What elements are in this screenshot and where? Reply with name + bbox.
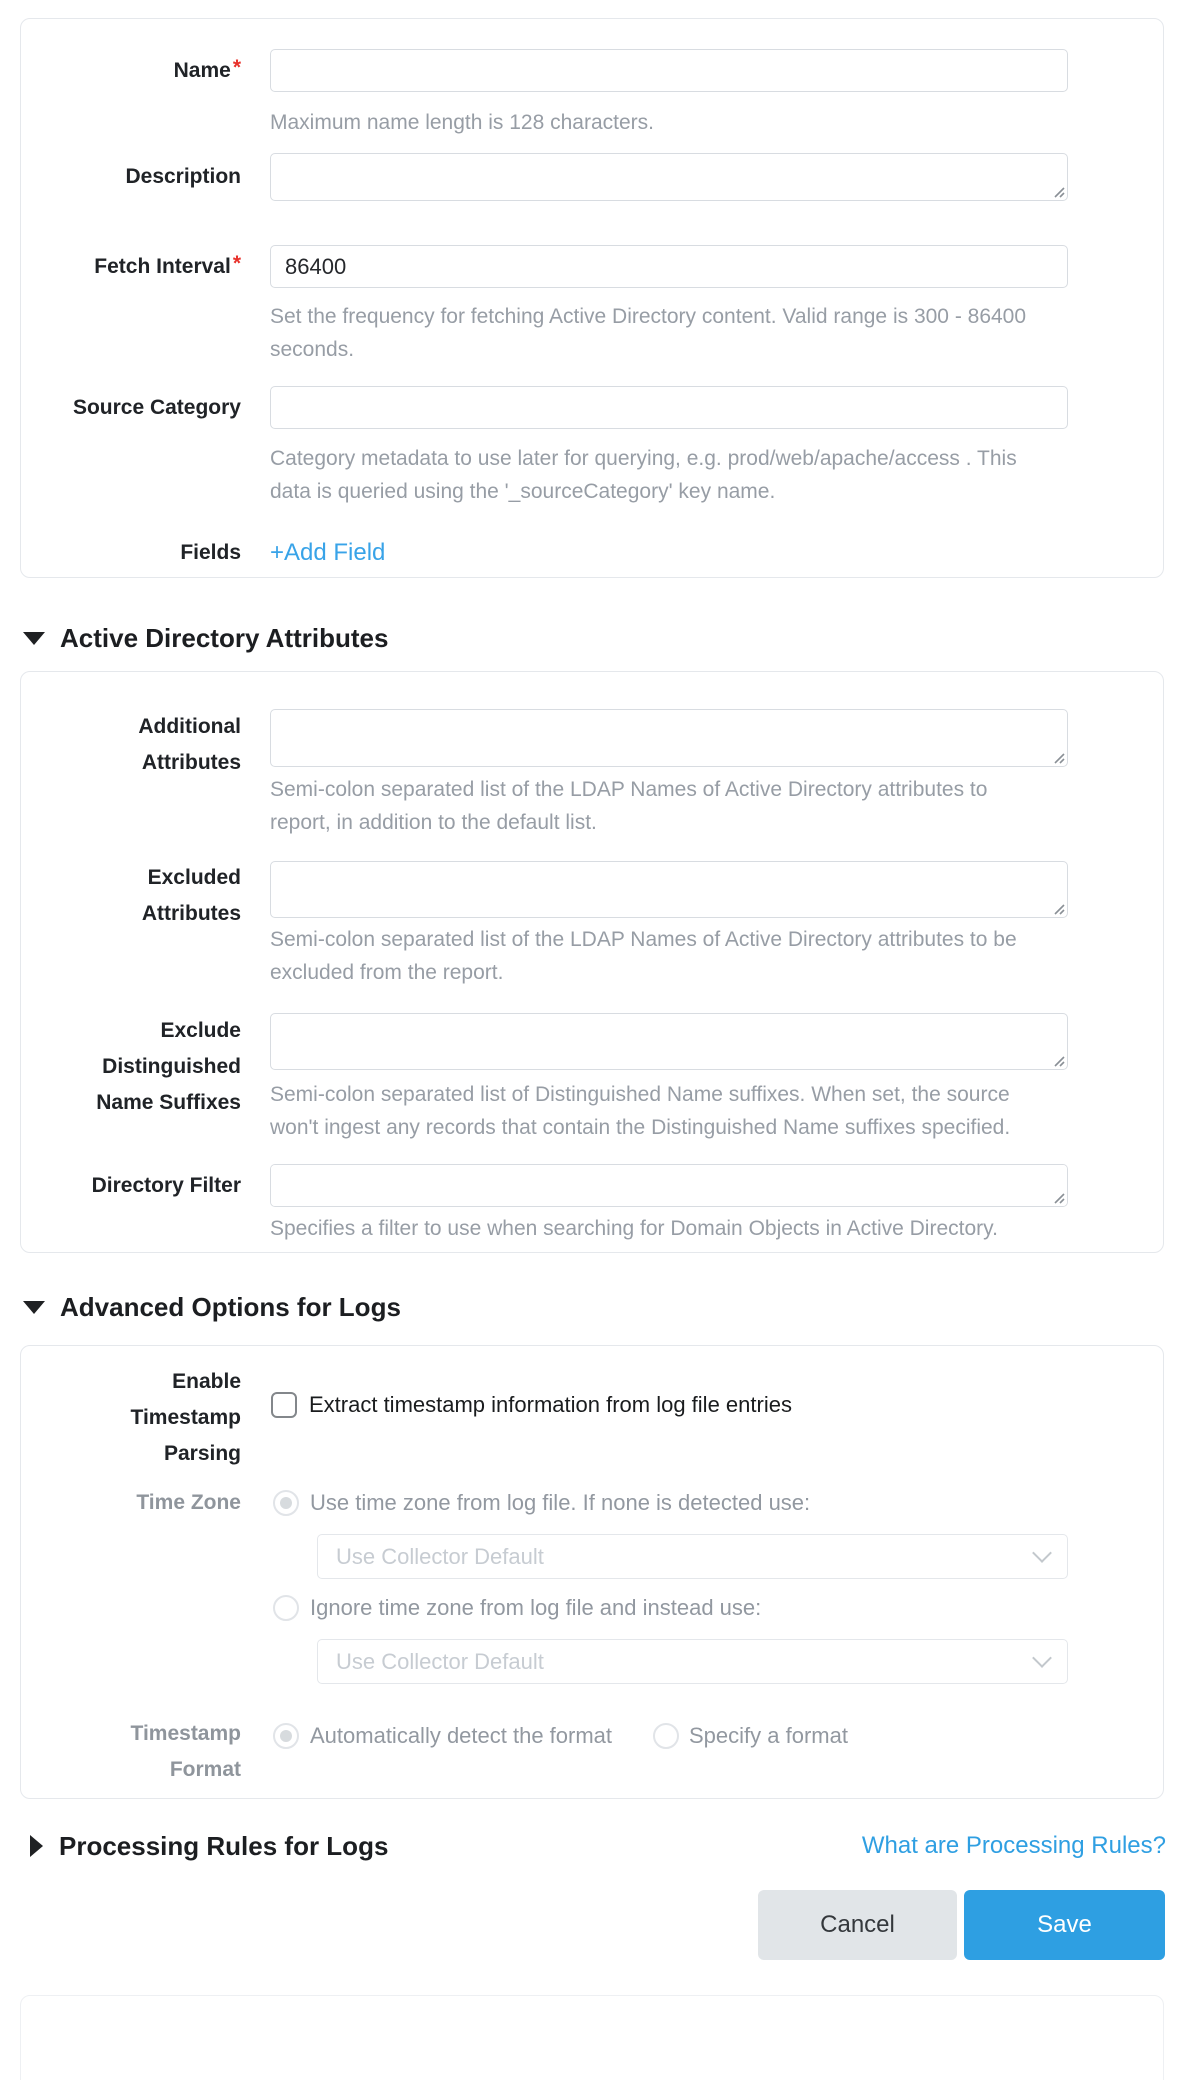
additional-attributes-textarea-wrap [270,709,1068,767]
ad-attributes-section-header[interactable] [23,622,388,654]
save-button[interactable]: Save [964,1890,1165,1960]
fetch-interval-help-text: Set the frequency for fetching Active Directory content. Valid range is 300 - 86400 seconds. [270,305,1027,361]
additional-attributes-label: Additional Attributes [138,715,241,774]
directory-filter-label: Directory Filter [91,1173,241,1197]
auto-detect-format-radio-label[interactable]: Automatically detect the format [310,1723,613,1748]
use-timezone-from-log-radio-label[interactable]: Use time zone from log file. If none is detected use: [310,1490,811,1515]
ignore-timezone-radio[interactable] [273,1595,299,1621]
advanced-options-section-title: Advanced Options for Logs [60,1291,401,1322]
specify-format-radio[interactable] [653,1723,679,1749]
exclude-dn-suffixes-label: Exclude Distinguished Name Suffixes [96,1019,241,1114]
directory-filter-help-text: Specifies a filter to use when searching for Domain Objects in Active Directory. [270,1217,998,1240]
excluded-attributes-help-text: Semi-colon separated list of the LDAP Names of Active Directory attributes to be excluded from the report. [270,928,1017,984]
processing-rules-title: Processing Rules for Logs [59,1830,389,1861]
chevron-down-icon [1032,1543,1052,1563]
exclude-dn-suffixes-textarea-wrap [270,1013,1068,1070]
time-zone-label: Time Zone [136,1491,241,1514]
ignore-timezone-radio-label[interactable]: Ignore time zone from log file and instead use: [310,1595,762,1620]
description-textarea-wrap [270,153,1068,201]
source-category-label: Source Category [72,395,241,419]
processing-rules-row [30,1829,1166,1863]
source-category-input[interactable] [270,386,1068,429]
description-textarea[interactable] [270,153,1068,201]
required-asterisk: * [232,55,241,79]
ad-attributes-section-title: Active Directory Attributes [60,622,389,653]
specify-format-radio-label[interactable]: Specify a format [689,1723,848,1748]
source-category-help-text: Category metadata to use later for querying, e.g. prod/web/apache/access . This data is queried using the '_sourceCategory' key name. [270,447,1017,503]
additional-attributes-textarea[interactable] [270,709,1068,767]
exclude-dn-suffixes-textarea[interactable] [270,1013,1068,1070]
expand-triangle-icon [30,1835,43,1857]
directory-filter-textarea-wrap [270,1164,1068,1207]
directory-filter-textarea[interactable] [270,1164,1068,1207]
collapse-triangle-icon [23,1301,45,1314]
what-are-processing-rules-link[interactable]: What are Processing Rules? [861,1832,1166,1859]
fetch-interval-label: Fetch Interval* [94,251,241,278]
name-label: Name* [173,55,241,82]
chevron-down-icon [1032,1648,1052,1668]
auto-detect-format-radio[interactable] [273,1723,299,1749]
next-panel-top-edge [20,1995,1164,2080]
general-settings-card [20,18,1164,578]
advanced-options-section-header[interactable] [23,1291,401,1323]
name-input[interactable] [270,49,1068,92]
excluded-attributes-textarea[interactable] [270,861,1068,918]
timezone-override-select[interactable]: Use Collector Default [317,1639,1068,1684]
enable-timestamp-parsing-label: Enable Timestamp Parsing [130,1370,241,1465]
excluded-attributes-label: Excluded Attributes [141,866,241,925]
cancel-button[interactable]: Cancel [758,1890,957,1960]
name-help-text: Maximum name length is 128 characters. [270,111,654,134]
timezone-fallback-select[interactable]: Use Collector Default [317,1534,1068,1579]
extract-timestamp-checkbox-label[interactable]: Extract timestamp information from log file entries [309,1392,792,1417]
exclude-dn-suffixes-help-text: Semi-colon separated list of Distinguished Name suffixes. When set, the source won't ingest any records that contain the Distinguished Name suffixes specified. [270,1083,1011,1139]
fields-label: Fields [180,541,241,564]
extract-timestamp-checkbox[interactable] [271,1392,297,1418]
use-timezone-from-log-radio[interactable] [273,1490,299,1516]
processing-rules-section-header[interactable] [30,1831,388,1862]
additional-attributes-help-text: Semi-colon separated list of the LDAP Names of Active Directory attributes to report, in addition to the default list. [270,778,988,834]
collapse-triangle-icon [23,632,45,645]
add-field-link[interactable]: +Add Field [270,539,386,566]
ad-attributes-card [20,671,1164,1253]
description-label: Description [125,165,241,188]
required-asterisk: * [232,251,241,275]
timestamp-format-label: Timestamp Format [130,1722,241,1781]
fetch-interval-input[interactable] [270,245,1068,288]
advanced-options-card [20,1345,1164,1799]
excluded-attributes-textarea-wrap [270,861,1068,918]
